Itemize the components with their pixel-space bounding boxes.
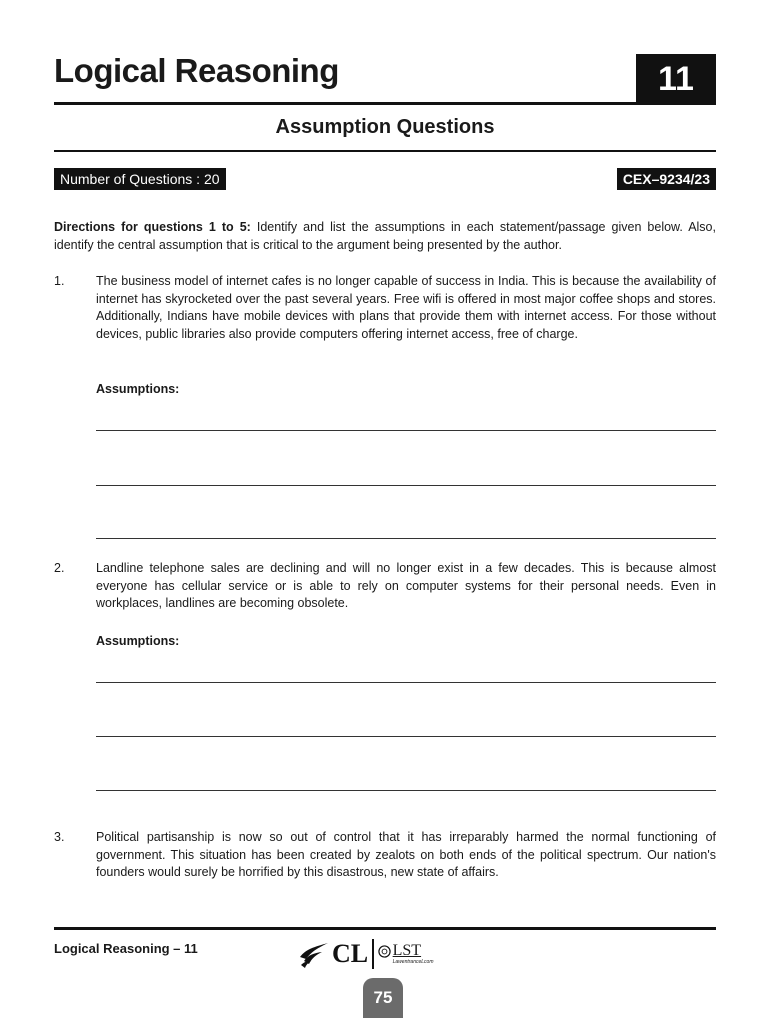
page-number: 75 bbox=[363, 978, 403, 1018]
question-count-tag: Number of Questions : 20 bbox=[54, 168, 226, 190]
answer-line[interactable] bbox=[96, 485, 716, 486]
directions-body: Identify and list the assumptions in each statement/passage given below. Also, identify the central assumption that is critical to the argument being presented by the author. bbox=[54, 220, 716, 252]
logo-site-text: LawentranceLcom bbox=[392, 959, 434, 965]
question-number: 3. bbox=[54, 830, 65, 844]
answer-line[interactable] bbox=[96, 538, 716, 539]
answer-line[interactable] bbox=[96, 430, 716, 431]
answer-line[interactable] bbox=[96, 736, 716, 737]
question-text: The business model of internet cafes is no longer capable of success in India. This is because the availability of internet has skyrocketed over the past several years. Free wifi is offered in most major coffee shops and stores. Additionally, Indians have mobile devices with plans that provide them with internet access. For those without devices, public libraries also provide computers offering internet access, free of charge. bbox=[96, 274, 716, 341]
question-text: Political partisanship is now so out of control that it has irreparably harmed the normal functioning of government. This situation has been created by zealots on both ends of the political spectrum. Our nation's founders would surely be horrified by this disastrous, new state of affairs. bbox=[96, 830, 716, 879]
footer-rule bbox=[54, 927, 716, 930]
logo-cl-text: CL bbox=[332, 939, 369, 968]
directions-label: Directions for questions 1 to 5: bbox=[54, 220, 251, 234]
swoosh-icon bbox=[298, 939, 330, 969]
question-text: Landline telephone sales are declining and will no longer exist in a few decades. This is because almost everyone has cellular service or is able to rely on computer systems for their personal needs. Even in workplaces, landlines are becoming obsolete. bbox=[96, 561, 716, 610]
lst-emblem-icon bbox=[378, 945, 391, 958]
chapter-number-badge: 11 bbox=[636, 54, 716, 104]
answer-line[interactable] bbox=[96, 790, 716, 791]
assumptions-label: Assumptions: bbox=[96, 634, 180, 648]
question-number: 1. bbox=[54, 274, 65, 288]
assumptions-label: Assumptions: bbox=[96, 382, 180, 396]
logo-divider bbox=[372, 939, 374, 969]
answer-line[interactable] bbox=[96, 682, 716, 683]
title-rule bbox=[54, 102, 716, 105]
footer-label: Logical Reasoning – 11 bbox=[54, 941, 198, 956]
subtitle-rule bbox=[54, 150, 716, 152]
section-subtitle: Assumption Questions bbox=[275, 116, 495, 138]
question-number: 2. bbox=[54, 561, 65, 575]
page-title: Logical Reasoning bbox=[54, 52, 339, 89]
directions-text bbox=[54, 218, 716, 254]
test-code-tag: CEX–9234/23 bbox=[617, 168, 716, 190]
publisher-logo bbox=[298, 934, 433, 974]
logo-lst-text: LST bbox=[392, 942, 422, 959]
